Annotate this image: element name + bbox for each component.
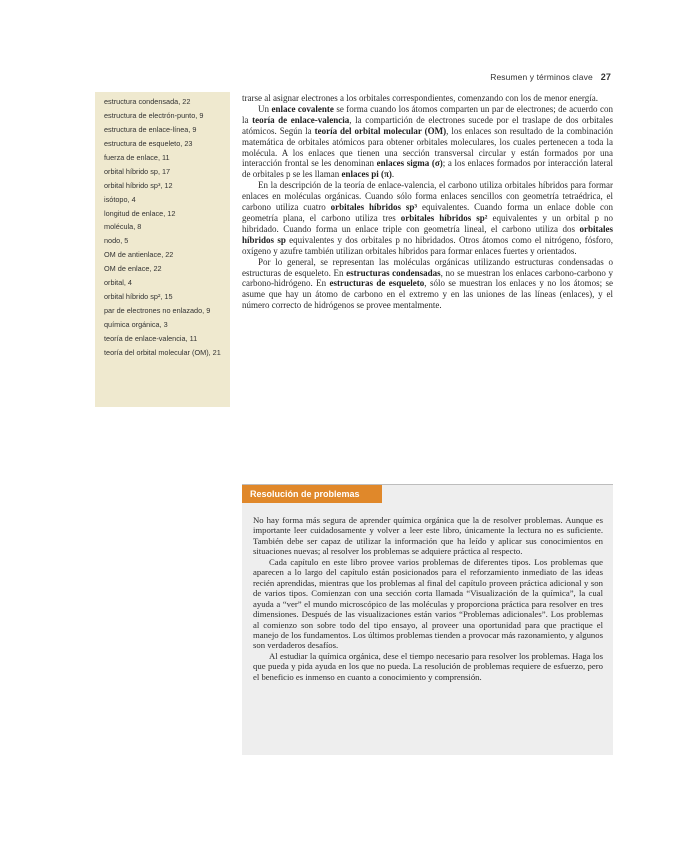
key-term-item: estructura de enlace-línea, 9 <box>104 124 197 134</box>
key-term: teoría de enlace-valencia <box>252 114 350 125</box>
key-term: orbitales híbridos sp <box>242 223 613 245</box>
key-term-item: química orgánica, 3 <box>104 320 168 329</box>
key-term-item: teoría del orbital molecular (OM), 21 <box>104 347 221 357</box>
box-heading: Resolución de problemas <box>242 485 382 503</box>
key-term: teoría del orbital molecular (OM) <box>314 125 447 136</box>
box-paragraph-3: Al estudiar la química orgánica, dese el tiempo necesario para resolver los problemas. Haga los que pueda y pida ayuda en los que no pueda. La resolución de problemas requiere de esfuerzo, pero el beneficio es inmenso en cuanto a conocimiento y comprensión. <box>253 650 603 682</box>
key-term: enlaces sigma (σ) <box>376 158 443 169</box>
key-term-item: longitud de enlace, 12 <box>104 208 176 218</box>
box-body <box>253 515 603 682</box>
summary-paragraph-4: Por lo general, se representan las moléculas orgánicas utilizando estructuras condensadas o estructuras de esqueleto. En estructuras condensadas, no se muestran los enlaces carbono-carbono y carbono-hidrógeno. En estructuras de esqueleto, sólo se muestran los enlaces y no los átomos; se asume que hay un átomo de carbono en el extremo y en las uniones de las líneas (enlaces), y el número correcto de hidrógenos se provee mentalmente. <box>242 256 613 311</box>
summary-text <box>242 93 613 311</box>
problem-solving-box <box>242 484 613 755</box>
key-term-item: orbital híbrido sp, 17 <box>104 166 171 176</box>
running-head-title: Resumen y términos clave <box>490 72 593 82</box>
key-term-item: nodo, 5 <box>104 236 129 246</box>
key-term-item: estructura condensada, 22 <box>104 97 191 106</box>
key-term-item: estructura de electrón-punto, 9 <box>104 110 204 120</box>
key-terms-sidebar <box>95 92 230 407</box>
summary-paragraph-2: Un enlace covalente se forma cuando los átomos comparten un par de electrones; de acuerdo con la teoría de enlace-valencia, la compartición de electrones sucede por el traslape de dos orbitales atómicos. Según la teoría del orbital molecular (OM), los enlaces son resultado de la combinación matemática de orbitales atómicos para obtener orbitales moleculares, los cuales pertenecen a toda la molécula. A los enlaces que tienen una sección transversal circular y están formados por una interacción frontal se les denominan enlaces sigma (σ); a los enlaces formados por interacción lateral de orbitales p se les llaman enlaces pi (π). <box>242 103 614 180</box>
key-term: estructuras de esqueleto <box>329 278 425 289</box>
key-terms-list <box>95 92 230 358</box>
key-term-item: isótopo, 4 <box>104 194 136 204</box>
key-term-item: molécula, 8 <box>104 222 142 232</box>
key-term-item: par de electrones no enlazado, 9 <box>104 306 211 316</box>
key-term-item: teoría de enlace-valencia, 11 <box>104 333 198 343</box>
key-term: estructuras condensadas <box>346 267 441 278</box>
summary-paragraph-1: trarse al asignar electrones a los orbitales correspondientes, comenzando con los de menor energía. <box>242 93 598 103</box>
key-term: enlaces pi (π) <box>341 169 392 180</box>
running-head <box>490 72 611 82</box>
key-term-item: OM de enlace, 22 <box>104 264 162 274</box>
key-term-item: estructura de esqueleto, 23 <box>104 138 193 148</box>
key-term-item: orbital, 4 <box>104 278 132 288</box>
key-term-item: orbital híbrido sp³, 12 <box>104 180 173 190</box>
key-term-item: fuerza de enlace, 11 <box>104 152 170 162</box>
key-term-item: OM de antienlace, 22 <box>104 250 174 260</box>
key-term: enlace covalente <box>271 103 334 114</box>
page-number: 27 <box>600 72 611 82</box>
box-paragraph-1: No hay forma más segura de aprender química orgánica que la de resolver problemas. Aunque es importante leer cuidadosamente y volver a leer este libro, únicamente la lectura no es suficiente. También debe ser capaz de utilizar la información que ha leído y aplicar sus conocimientos en situaciones nuevas; al resolver los problemas se adquiere práctica al respecto. <box>253 515 603 557</box>
key-term: orbitales híbridos sp² <box>400 212 488 223</box>
box-paragraph-2: Cada capítulo en este libro provee varios problemas de diferentes tipos. Los problemas que aparecen a lo largo del capítulo están posicionados para el reforzamiento inmediato de las ideas recién aprendidas, mientras que los problemas al final del capítulo proveen práctica adicional y son de varios tipos. Comienzan con una sección corta llamada “Visualización de la química”, la cual ayuda a “ver” el mundo microscópico de las moléculas y proporciona práctica para resolver en tres dimensiones. Después de las visualizaciones están varios “Problemas adicionales”. Los problemas al comienzo son sobre todo del tipo ensayo, al proveer una oportunidad para que practique el manejo de los fundamentos. Los últimos problemas tienden a provocar más razonamiento, y algunos son verdaderos desafíos. <box>253 556 603 651</box>
key-term-item: orbital híbrido sp², 15 <box>104 292 173 302</box>
key-term: orbitales híbridos sp³ <box>330 202 418 213</box>
summary-paragraph-3: En la descripción de la teoría de enlace-valencia, el carbono utiliza orbitales híbridos para formar enlaces en moléculas orgánicas. Cuando sólo forma enlaces sencillos con geometría tetraédrica, el carbono utiliza cuatro orbitales híbridos sp³ equivalentes. Cuando forma un enlace doble con geometría plana, el carbono utiliza tres orbitales híbridos sp² equivalentes y un orbital p no hibridado. Cuando forma un enlace triple con geometría lineal, el carbono utiliza dos orbitales híbridos sp equivalentes y dos orbitales p no hibridados. Otros átomos como el nitrógeno, fósforo, oxígeno y azufre también utilizan orbitales híbridos para formar enlaces fuertes y orientados. <box>242 180 613 256</box>
